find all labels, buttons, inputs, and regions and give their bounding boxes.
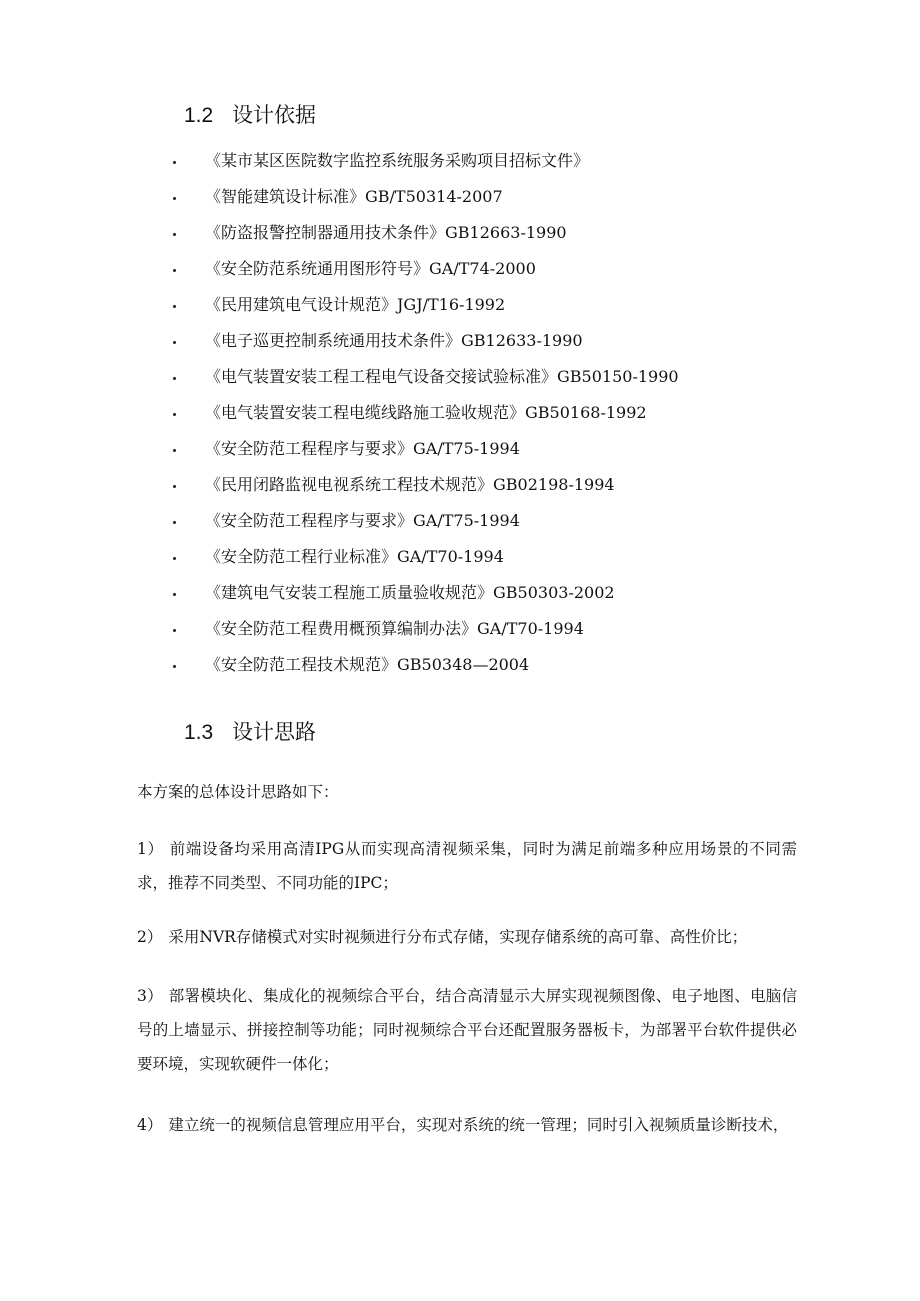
point-label: 2） [137,928,163,946]
reference-text: 《安全防范工程费用概预算编制办法》GA/T70-1994 [205,619,584,638]
bullet-icon [173,377,176,380]
list-item [0,473,920,509]
bullet-icon [173,161,176,164]
reference-text: 《智能建筑设计标准》GB/T50314-2007 [205,187,503,206]
bullet-icon [173,341,176,344]
list-item [0,509,920,545]
bullet-icon [173,413,176,416]
reference-list [0,149,920,689]
reference-text: 《安全防范工程行业标准》GA/T70-1994 [205,547,504,566]
list-item [0,257,920,293]
reference-text: 《电气装置安装工程电缆线路施工验收规范》GB50168-1992 [205,403,647,422]
bullet-icon [173,593,176,596]
point-label: 3） [137,987,163,1005]
list-item [0,329,920,365]
reference-text: 《安全防范工程技术规范》GB50348—2004 [205,655,530,674]
bullet-icon [173,485,176,488]
list-item [0,437,920,473]
section-number: 1.3 [184,721,214,744]
bullet-icon [173,269,176,272]
bullet-icon [173,629,176,632]
section-heading-1-2 [184,99,316,129]
design-point-1 [137,832,797,900]
reference-text: 《防盗报警控制器通用技术条件》GB12663-1990 [205,223,567,242]
reference-text: 《某市某区医院数字监控系统服务采购项目招标文件》 [205,151,590,170]
reference-text: 《民用闭路监视电视系统工程技术规范》GB02198-1994 [205,475,615,494]
design-point-4 [137,1108,797,1142]
bullet-icon [173,233,176,236]
bullet-icon [173,521,176,524]
list-item [0,401,920,437]
reference-text: 《电气装置安装工程工程电气设备交接试验标准》GB50150-1990 [205,367,679,386]
reference-text: 《安全防范工程程序与要求》GA/T75-1994 [205,439,520,458]
bullet-icon [173,449,176,452]
point-text: 采用NVR存储模式对实时视频进行分布式存储，实现存储系统的高可靠、高性价比； [168,928,748,946]
design-point-2 [137,920,797,954]
list-item [0,293,920,329]
point-label: 1） [137,840,164,858]
point-label: 4） [137,1116,163,1134]
list-item [0,221,920,257]
point-text: 建立统一的视频信息管理应用平台，实现对系统的统一管理；同时引入视频质量诊断技术， [168,1116,789,1134]
reference-text: 《电子巡更控制系统通用技术条件》GB12633-1990 [205,331,583,350]
list-item [0,545,920,581]
list-item [0,365,920,401]
list-item [0,581,920,617]
bullet-icon [173,197,176,200]
list-item [0,149,920,185]
reference-text: 《建筑电气安装工程施工质量验收规范》GB50303-2002 [205,583,615,602]
list-item [0,653,920,689]
bullet-icon [173,557,176,560]
section-title: 设计依据 [232,104,316,127]
design-point-3 [137,979,797,1081]
reference-text: 《安全防范系统通用图形符号》GA/T74-2000 [205,259,536,278]
section-number: 1.2 [184,104,214,127]
intro-paragraph: 本方案的总体设计思路如下： [137,783,339,801]
point-text: 前端设备均采用高清IPG从而实现高清视频采集，同时为满足前端多种应用场景的不同需求，推荐不同类型、不同功能的IPC； [137,840,797,892]
point-text: 部署模块化、集成化的视频综合平台，结合高清显示大屏实现视频图像、电子地图、电脑信号的上墙显示、拼接控制等功能；同时视频综合平台还配置服务器板卡，为部署平台软件提供必要环境，实现软硬件一体化； [137,987,797,1073]
reference-text: 《民用建筑电气设计规范》JGJ/T16-1992 [205,295,506,314]
reference-text: 《安全防范工程程序与要求》GA/T75-1994 [205,511,520,530]
section-heading-1-3 [184,716,316,746]
list-item [0,185,920,221]
bullet-icon [173,665,176,668]
bullet-icon [173,305,176,308]
list-item [0,617,920,653]
section-title: 设计思路 [232,721,316,744]
